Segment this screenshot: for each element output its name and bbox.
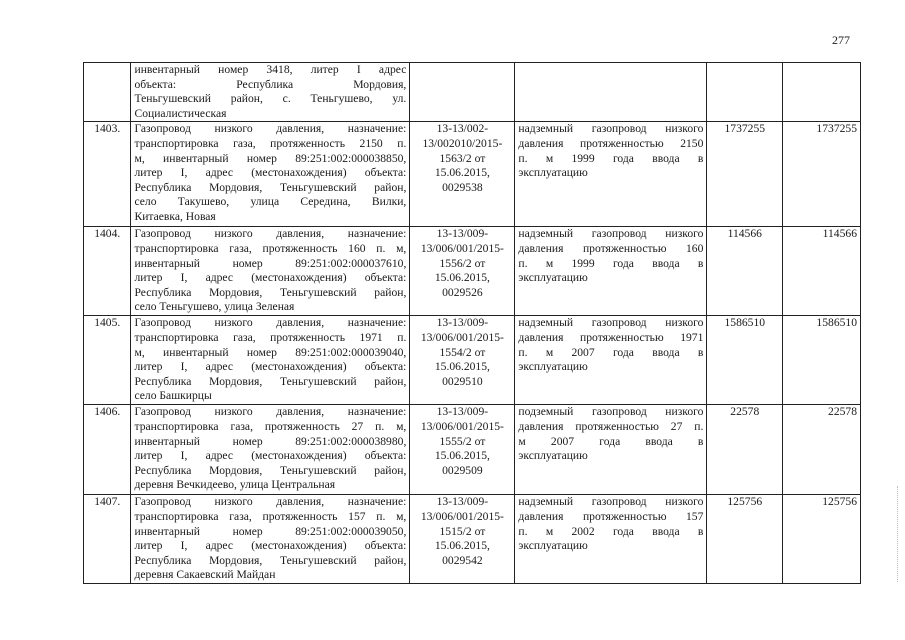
description-line: литер I, адрес (местонахождения) объекта: (134, 360, 407, 374)
cell-description (131, 63, 410, 122)
description-line: Республика Мордовия, Теньгушевский район, (134, 463, 407, 477)
table-row (84, 227, 861, 316)
registration-line: 13/006/001/2015- (420, 509, 504, 523)
table-row (84, 495, 861, 584)
cell-characteristics (515, 405, 707, 495)
description-line: инвентарный номер 89:251:002:000037610, (134, 256, 407, 270)
registration-line: 13-13/002- (436, 122, 489, 136)
characteristics-line: подземный газопровод низкого (518, 405, 704, 419)
description-lines (134, 122, 406, 224)
registration-line: 0029510 (442, 374, 483, 388)
cell-number: 1405. (84, 316, 131, 405)
cell-value-1: 114566 (707, 227, 783, 316)
description-lines (134, 227, 406, 315)
cell-characteristics (515, 316, 707, 405)
characteristics-line: эксплуатацию (518, 539, 588, 553)
table-body (84, 63, 861, 584)
description-line: Газопровод низкого давления, назначение: (134, 227, 407, 241)
description-line: транспортировка газа, протяженность 1971 п. (134, 330, 407, 344)
cell-value-2: 22578 (783, 405, 861, 495)
description-line: село Башкирцы (134, 389, 212, 403)
characteristics-line: эксплуатацию (518, 166, 588, 180)
registration-lines (413, 495, 511, 568)
cell-value-2: 1586510 (783, 316, 861, 405)
characteristics-line: эксплуатацию (518, 449, 588, 463)
description-line: Газопровод низкого давления, назначение: (134, 122, 407, 136)
cell-value-2: 114566 (783, 227, 861, 316)
registration-line: 13-13/009- (436, 405, 489, 419)
characteristics-line: п. м 1999 года ввода в (518, 256, 704, 270)
cell-registration (410, 495, 515, 584)
characteristics-lines (518, 227, 703, 285)
registration-lines (413, 122, 511, 195)
description-line: Республика Мордовия, Теньгушевский район, (134, 180, 407, 194)
description-line: транспортировка газа, протяженность 27 п. м, (134, 419, 407, 433)
characteristics-line: надземный газопровод низкого (518, 495, 704, 509)
description-line: литер I, адрес (местонахождения) объекта: (134, 539, 407, 553)
description-line: деревня Вечкидеево, улица Центральная (134, 478, 336, 492)
characteristics-line: м 2007 года ввода в (518, 434, 704, 448)
registration-line: 15.06.2015, (434, 539, 490, 553)
registration-line: 15.06.2015, (434, 271, 490, 285)
description-line: литер I, адрес (местонахождения) объекта: (134, 166, 407, 180)
registration-line: 13/002010/2015- (422, 136, 503, 150)
cell-number: 1404. (84, 227, 131, 316)
characteristics-line: п. м 1999 года ввода в (518, 151, 704, 165)
cell-value-2: 1737255 (783, 122, 861, 227)
cell-registration (410, 122, 515, 227)
cell-characteristics (515, 495, 707, 584)
cell-description (131, 316, 410, 405)
characteristics-line: давления протяженностью 2150 (518, 136, 704, 150)
registration-line: 13-13/009- (436, 495, 489, 509)
table-row (84, 122, 861, 227)
cell-description (131, 122, 410, 227)
description-lines (134, 495, 406, 583)
cell-value-1 (707, 63, 783, 122)
description-lines (134, 405, 406, 493)
registration-line: 13/006/001/2015- (420, 241, 504, 255)
description-lines (134, 316, 406, 404)
registration-line: 13-13/009- (436, 227, 489, 241)
characteristics-lines (518, 122, 703, 180)
description-line: Газопровод низкого давления, назначение: (134, 405, 407, 419)
characteristics-lines (518, 316, 703, 374)
cell-number (84, 63, 131, 122)
characteristics-lines (518, 405, 703, 463)
cell-value-2: 125756 (783, 495, 861, 584)
description-line: литер I, адрес (местонахождения) объекта: (134, 449, 407, 463)
registration-line: 1555/2 от (439, 434, 486, 448)
characteristics-line: давления протяженностью 157 (518, 509, 704, 523)
description-line: транспортировка газа, протяженность 157 п. м, (134, 509, 407, 523)
description-line: село Теньгушево, улица Зеленая (134, 300, 295, 314)
characteristics-line: давления протяженностью 160 (518, 241, 704, 255)
registration-line: 0029542 (442, 553, 483, 567)
registration-line: 15.06.2015, (434, 449, 490, 463)
characteristics-line: эксплуатацию (518, 271, 588, 285)
characteristics-line: надземный газопровод низкого (518, 122, 704, 136)
registration-line: 0029509 (442, 463, 483, 477)
description-line: Социалистическая (134, 106, 227, 120)
cell-value-1: 22578 (707, 405, 783, 495)
characteristics-line: п. м 2007 года ввода в (518, 345, 704, 359)
cell-characteristics (515, 227, 707, 316)
cell-description (131, 495, 410, 584)
cell-registration (410, 227, 515, 316)
page-number: 277 (832, 33, 850, 47)
description-line: Газопровод низкого давления, назначение: (134, 316, 407, 330)
characteristics-line: п. м 2002 года ввода в (518, 524, 704, 538)
cell-number: 1406. (84, 405, 131, 495)
registration-line: 1556/2 от (439, 256, 486, 270)
description-line: инвентарный номер 89:251:002:000039050, (134, 524, 407, 538)
cell-registration (410, 316, 515, 405)
description-line: транспортировка газа, протяженность 160 п. м, (134, 241, 407, 255)
characteristics-line: давления протяженностью 1971 (518, 330, 704, 344)
registration-line: 0029526 (442, 285, 483, 299)
description-line: село Такушево, улица Середина, Вилки, (134, 195, 407, 209)
cell-value-1: 1586510 (707, 316, 783, 405)
description-line: Газопровод низкого давления, назначение: (134, 495, 407, 509)
cell-registration (410, 63, 515, 122)
registration-line: 13-13/009- (436, 316, 489, 330)
description-line: Теньгушевский район, с. Теньгушево, ул. (134, 92, 407, 106)
description-line: инвентарный номер 89:251:002:000038980, (134, 434, 407, 448)
description-line: Республика Мордовия, Теньгушевский район, (134, 553, 407, 567)
description-line: м, инвентарный номер 89:251:002:000038850, (134, 151, 407, 165)
characteristics-line: надземный газопровод низкого (518, 227, 704, 241)
cell-characteristics (515, 63, 707, 122)
description-line: м, инвентарный номер 89:251:002:000039040, (134, 345, 407, 359)
registration-line: 13/006/001/2015- (420, 419, 504, 433)
registration-lines (413, 405, 511, 478)
characteristics-line: эксплуатацию (518, 360, 588, 374)
registration-line: 1554/2 от (439, 345, 486, 359)
description-line: инвентарный номер 3418, литер I адрес (134, 63, 407, 76)
description-lines (134, 63, 406, 121)
cell-value-1: 1737255 (707, 122, 783, 227)
registration-line: 1515/2 от (439, 524, 486, 538)
description-line: объекта: Республика Мордовия, (134, 77, 407, 91)
registration-line: 1563/2 от (439, 151, 486, 165)
characteristics-lines (518, 495, 703, 553)
table-row (84, 316, 861, 405)
characteristics-line: надземный газопровод низкого (518, 316, 704, 330)
description-line: деревня Сакаевский Майдан (134, 568, 276, 582)
cell-number: 1403. (84, 122, 131, 227)
description-line: Республика Мордовия, Теньгушевский район, (134, 374, 407, 388)
characteristics-line: давления протяженностью 27 п. (518, 419, 704, 433)
table-row-continuation (84, 63, 861, 122)
cell-characteristics (515, 122, 707, 227)
description-line: Китаевка, Новая (134, 209, 216, 223)
registration-line: 0029538 (442, 180, 483, 194)
description-line: литер I, адрес (местонахождения) объекта: (134, 271, 407, 285)
property-registry-table (83, 62, 861, 584)
cell-description (131, 227, 410, 316)
cell-value-1: 125756 (707, 495, 783, 584)
registration-lines (413, 316, 511, 389)
cell-number: 1407. (84, 495, 131, 584)
description-line: Республика Мордовия, Теньгушевский район, (134, 285, 407, 299)
registration-line: 15.06.2015, (434, 360, 490, 374)
registration-line: 15.06.2015, (434, 166, 490, 180)
table-row (84, 405, 861, 495)
cell-value-2 (783, 63, 861, 122)
registration-line: 13/006/001/2015- (420, 330, 504, 344)
margin-scan-marks (897, 486, 900, 582)
cell-description (131, 405, 410, 495)
description-line: транспортировка газа, протяженность 2150 п. (134, 136, 407, 150)
registration-lines (413, 227, 511, 300)
cell-registration (410, 405, 515, 495)
